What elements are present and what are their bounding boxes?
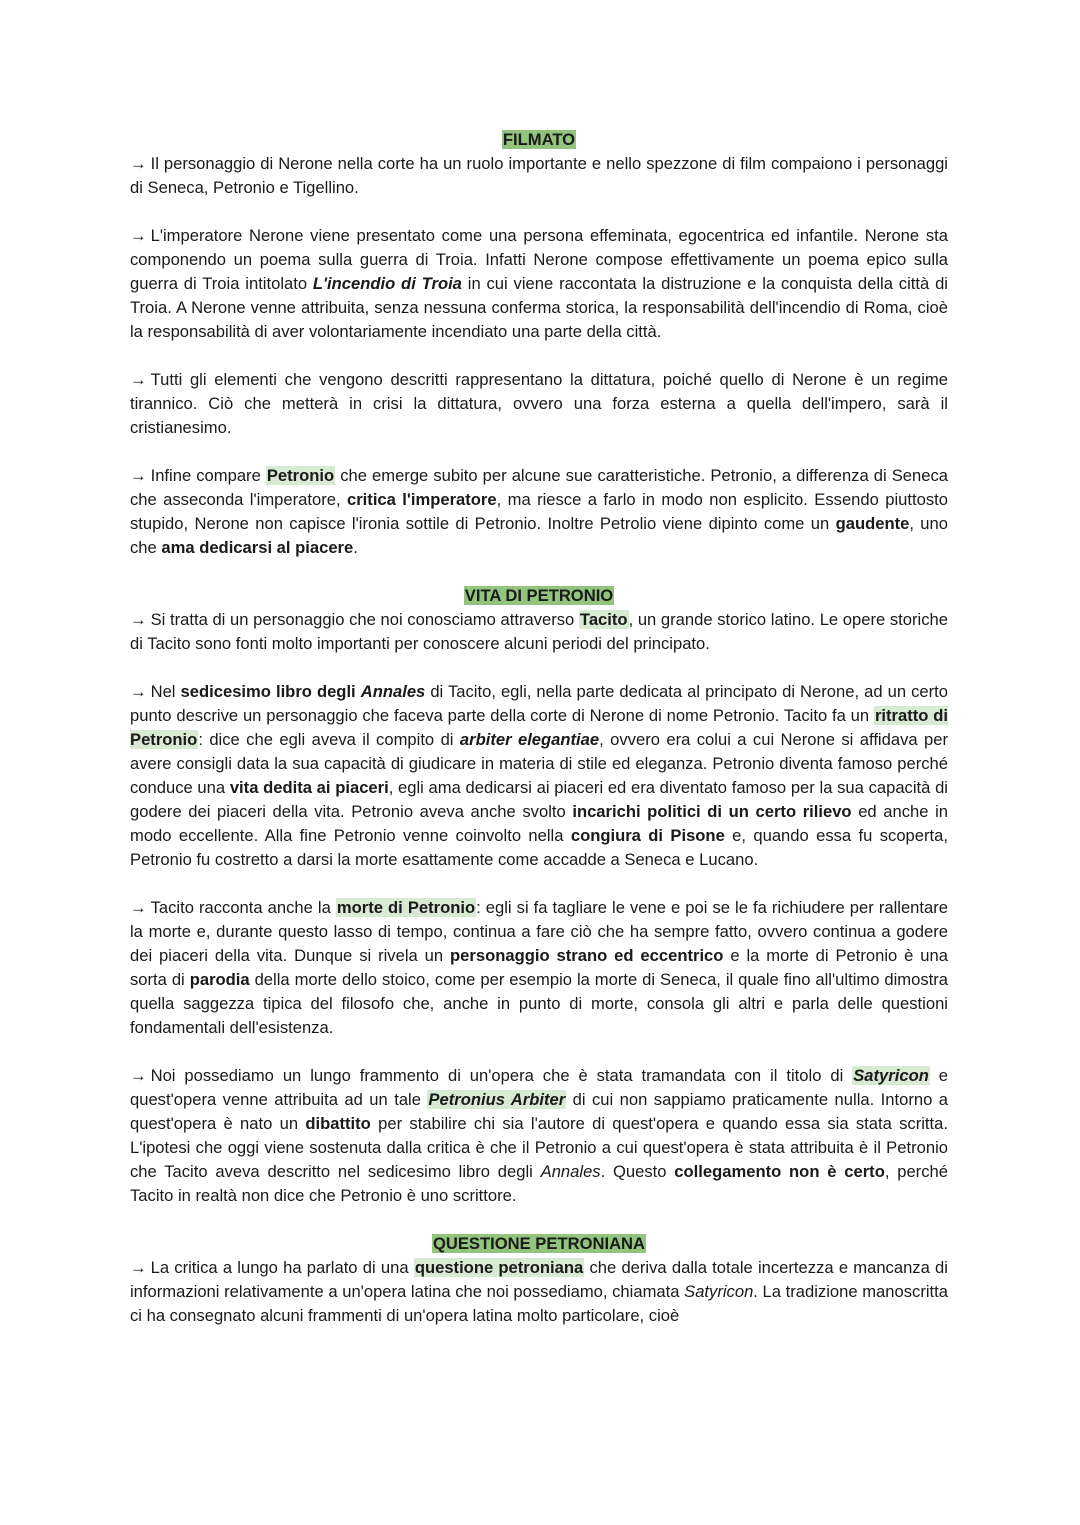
arrow-icon: → [130, 682, 147, 701]
document-page [130, 128, 948, 1328]
paragraph-text: L'imperatore Nerone viene presentato come una persona effeminata, egocentrica ed infantile. Nerone sta componendo un poema sulla guerra di Troia. Infatti Nerone compose effettivamente un poema epico sulla guerra di Troia intitolato L'incendio di Troia in cui viene raccontata la distruzione e la conquista della città di Troia. A Nerone venne attribuita, senza nessuna conferma storica, la responsabilità dell'incendio di Roma, cioè la responsabilità di aver volontariamente incendiato una parte della città. [130, 226, 948, 341]
paragraph-text: Il personaggio di Nerone nella corte ha un ruolo importante e nello spezzone di film compaiono i personaggi di Seneca, Petronio e Tigellino. [130, 154, 948, 197]
paragraph-text: Infine compare Petronio che emerge subito per alcune sue caratteristiche. Petronio, a differenza di Seneca che asseconda l'imperatore, critica l'imperatore, ma riesce a farlo in modo non esplicito. Essendo piuttosto stupido, Nerone non capisce l'ironia sottile di Petronio. Inoltre Petrolio viene dipinto come un gaudente, uno che ama dedicarsi al piacere. [130, 466, 949, 557]
section-heading-filmato: FILMATO [502, 130, 576, 149]
paragraph [130, 608, 948, 656]
section-heading-questione-petroniana: QUESTIONE PETRONIANA [432, 1234, 646, 1253]
paragraph-text: Nel sedicesimo libro degli Annales di Tacito, egli, nella parte dedicata al principato di Nerone, ad un certo punto descrive un personaggio che faceva parte della corte di Nerone di nome Petronio. Tacito fa un ritratto di Petronio: dice che egli aveva il compito di arbiter elegantiae, ovvero era colui a cui Nerone si affidava per avere consigli data la sua capacità di giudicare in materia di stile ed eleganza. Petronio diventa famoso perché conduce una vita dedita ai piaceri, egli ama dedicarsi ai piaceri ed era diventato famoso per la sua capacità di godere dei piaceri della vita. Petronio aveva anche svolto incarichi politici di un certo rilievo ed anche in modo eccellente. Alla fine Petronio venne coinvolto nella congiura di Pisone e, quando essa fu scoperta, Petronio fu costretto a darsi la morte esattamente come accadde a Seneca e Lucano. [130, 682, 948, 869]
paragraph-text: Si tratta di un personaggio che noi conosciamo attraverso Tacito, un grande storico latino. Le opere storiche di Tacito sono fonti molto importanti per conoscere alcuni periodi del principato. [130, 610, 948, 653]
arrow-icon: → [130, 226, 147, 245]
arrow-icon: → [130, 610, 147, 629]
arrow-icon: → [130, 1066, 147, 1085]
paragraph [130, 896, 948, 1040]
paragraph [130, 680, 948, 872]
paragraph-text: Tutti gli elementi che vengono descritti rappresentano la dittatura, poiché quello di Nerone è un regime tirannico. Ciò che metterà in crisi la dittatura, ovvero una forza esterna a quella dell'impero, sarà il cristianesimo. [130, 370, 948, 437]
arrow-icon: → [130, 1258, 147, 1277]
paragraph-text: La critica a lungo ha parlato di una questione petroniana che deriva dalla totale incertezza e mancanza di informazioni relativamente a un'opera latina che noi possediamo, chiamata Satyricon. La tradizione manoscritta ci ha consegnato alcuni frammenti di un'opera latina molto particolare, cioè [130, 1258, 948, 1325]
paragraph [130, 368, 948, 440]
paragraph [130, 1064, 948, 1208]
paragraph-text: Noi possediamo un lungo frammento di un'opera che è stata tramandata con il titolo di Satyricon e quest'opera venne attribuita ad un tale Petronius Arbiter di cui non sappiamo praticamente nulla. Intorno a quest'opera è nato un dibattito per stabilire chi sia l'autore di quest'opera e quando essa sia stata scritta. L'ipotesi che oggi viene sostenuta dalla critica è che il Petronio a cui quest'opera è stata attribuita è il Petronio che Tacito aveva descritto nel sedicesimo libro degli Annales. Questo collegamento non è certo, perché Tacito in realtà non dice che Petronio è uno scrittore. [130, 1066, 949, 1205]
arrow-icon: → [130, 466, 147, 485]
paragraph [130, 152, 948, 200]
paragraph-text: Tacito racconta anche la morte di Petronio: egli si fa tagliare le vene e poi se le fa richiudere per rallentare la morte e, durante questo lasso di tempo, continua a fare ciò che ha sempre fatto, ovvero continua a godere dei piaceri della vita. Dunque si rivela un personaggio strano ed eccentrico e la morte di Petronio è una sorta di parodia della morte dello stoico, come per esempio la morte di Seneca, il quale fino all'ultimo dimostra quella saggezza tipica del filosofo che, anche in punto di morte, consola gli altri e parla delle questioni fondamentali dell'esistenza. [130, 898, 948, 1037]
arrow-icon: → [130, 898, 147, 917]
paragraph [130, 1256, 948, 1328]
section-heading-vita-di-petronio: VITA DI PETRONIO [464, 586, 614, 605]
arrow-icon: → [130, 370, 147, 389]
arrow-icon: → [130, 154, 147, 173]
paragraph [130, 464, 948, 560]
paragraph [130, 224, 948, 344]
